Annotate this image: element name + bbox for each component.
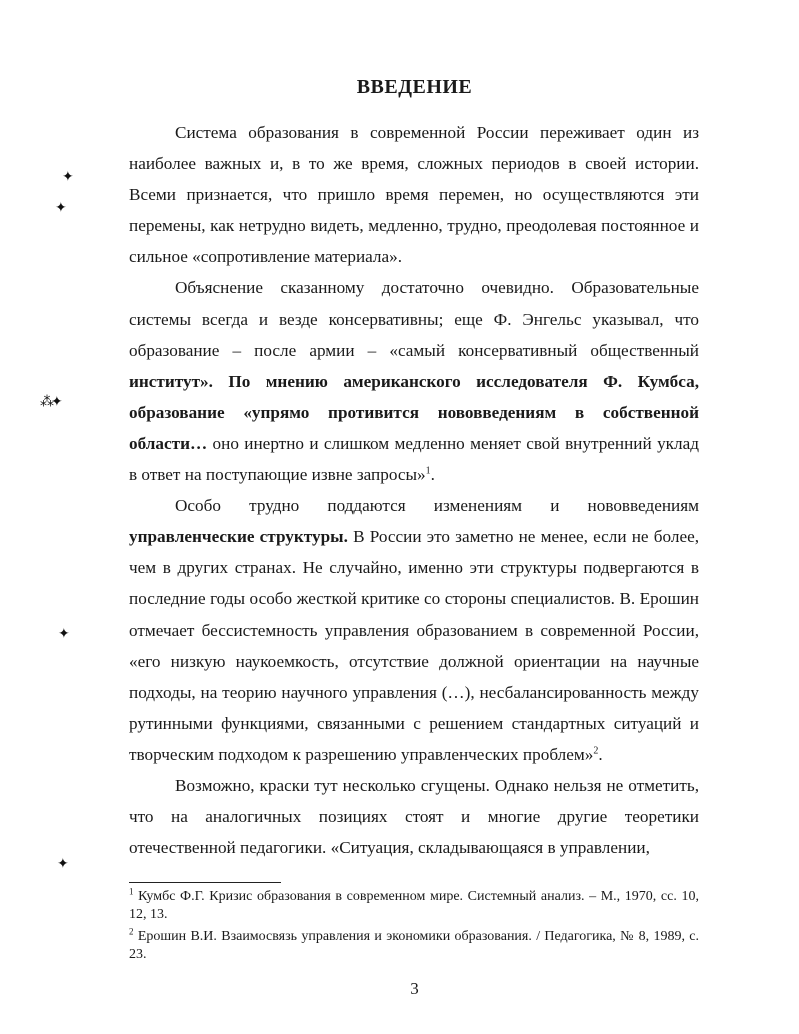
footnote-divider — [129, 882, 281, 883]
text-run: поступающие извне запросы» — [201, 465, 426, 485]
footnote — [129, 928, 699, 964]
text-run: . — [598, 744, 603, 764]
scan-speck: ✦ — [58, 626, 70, 642]
footnote-text: Ерошин В.И. Взаимосвязь управления и экономики образования. / Педагогика, № 8, 1989, с. 23. — [129, 929, 699, 962]
text-run: Объяснение сказанному достаточно очевидно. Образовательные системы всегда и везде консервативны; еще Ф. Энгельс указывал, что образование – после армии – «самый консервативный общественный — [129, 278, 699, 360]
paragraph — [129, 272, 699, 490]
scan-speck: ✦ — [55, 200, 67, 216]
text-run: Возможно, краски тут несколько сгущены. Однако нельзя не отметить, что на аналогичных позициях стоят и многие другие теоретики отечественной педагогики. «Ситуация, складывающаяся в управлении, — [129, 775, 699, 858]
footnote — [129, 888, 699, 924]
scan-speck: ✦ — [62, 169, 74, 185]
text-run: Система образования в современной России переживает один из наиболее важных и, в то же время, сложных периодов в своей истории. Всеми признается, что пришло время перемен, но осуществляются эти перемены, как нетрудно видеть, медленно, трудно, преодолевая постоянное и сильное «сопротивление материала». — [129, 123, 699, 267]
page-title: ВВЕДЕНИЕ — [356, 76, 473, 98]
paragraph — [129, 117, 699, 272]
footnotes — [129, 888, 699, 968]
paragraph — [129, 490, 699, 770]
scan-speck: ⁂✦ — [40, 394, 60, 410]
bold-text: управленческие структуры. — [129, 527, 348, 547]
footnote-mark: 2 — [129, 926, 134, 937]
text-run: В России это заметно не менее, если не более, чем в других странах. Не случайно, именно эти структуры подвергаются в последние годы особо жесткой критике со стороны специалистов. В. Ерошин отмечает бессистемность управления образованием в современной России, «его низкую наукоемкость, отсутствие должной ориентации на научные подходы, на теорию научного управления (…), несбалансированность между рутинными функциями, связанными с решением стандартных ситуаций и творческим подходом к разрешению управленческих проблем» — [129, 527, 699, 764]
body-text — [129, 117, 699, 863]
scan-speck: ✦ — [57, 856, 69, 872]
footnote-reference: 1 — [425, 465, 431, 477]
text-run: . — [430, 465, 435, 485]
bold-text: институт». По мнению американского исследователя Ф. Кумбса, образование «упрямо противится нововведениям в собственной области… — [129, 371, 699, 453]
text-run: Особо трудно поддаются изменениям и нововведениям — [175, 496, 699, 516]
footnote-reference: 2 — [593, 745, 599, 757]
text-run: оно инертно и слишком медленно меняет свой внутренний уклад в ответ на — [129, 433, 699, 485]
footnote-mark: 1 — [129, 886, 134, 897]
paragraph — [129, 770, 699, 863]
page-number: 3 — [410, 979, 419, 998]
footnote-text: Кумбс Ф.Г. Кризис образования в современном мире. Системный анализ. – М., 1970, сс. 10, 12, 13. — [129, 889, 699, 922]
